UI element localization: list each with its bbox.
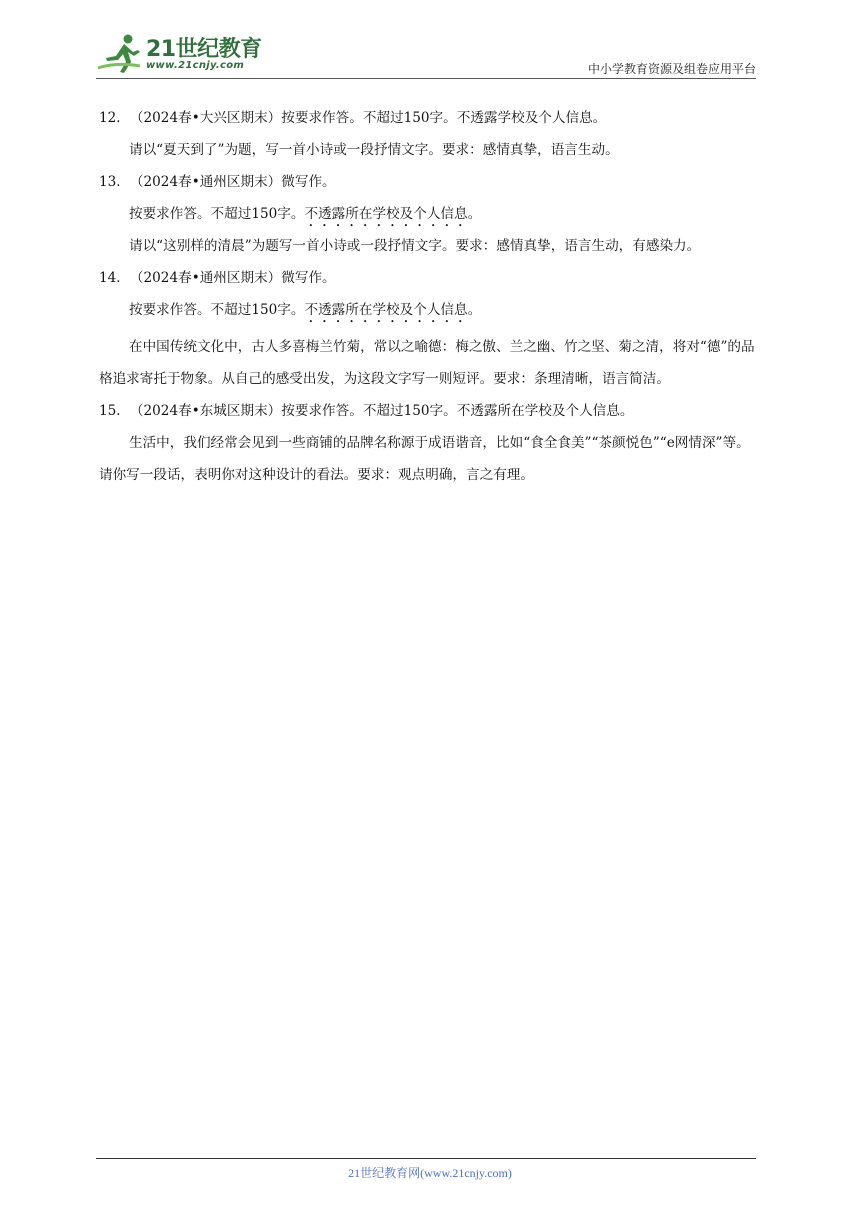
logo-text: 21世纪教育 [146,37,262,62]
question-14-head [99,262,763,294]
question-number: 13． [99,174,130,190]
footer-link[interactable]: 21世纪教育网(www.21cnjy.com) [348,1166,512,1180]
question-12-prompt: 请以“夏天到了”为题，写一首小诗或一段抒情文字。要求：感情真挚，语言生动。 [129,142,619,158]
question-15-head [99,395,763,427]
question-text: （2024春•东城区期末）按要求作答。不超过150字。不透露所在学校及个人信息。 [129,403,634,419]
footer-divider [96,1158,756,1159]
logo-url: www.21cnjy.com [146,60,245,71]
question-13-head [99,166,763,198]
platform-name: 中小学教育资源及组卷应用平台 [587,62,756,76]
question-text: （2024春•大兴区期末）按要求作答。不超过150字。不透露学校及个人信息。 [129,110,607,126]
question-13-prompt: 请以“这别样的清晨”为题写一首小诗或一段抒情文字。要求：感情真挚，语言生动，有感染力。 [129,238,701,254]
page-header [96,30,756,80]
question-number: 12． [99,110,130,126]
question-text: （2024春•通州区期末）微写作。 [129,174,336,190]
question-14-requirement [99,294,763,326]
requirement-prefix: 按要求作答。不超过150字。 [129,206,305,222]
site-logo [96,30,266,78]
question-12-head [99,102,763,134]
question-13-requirement [99,198,763,230]
question-14-passage: 在中国传统文化中，古人多喜梅兰竹菊，常以之喻德：梅之傲、兰之幽、竹之坚、菊之清，将对“德”的品格追求寄托于物象。从自己的感受出发，为这段文字写一则短评。要求：条理清晰，语言简洁。 [99,339,755,387]
requirement-suffix: 。 [467,206,482,222]
question-text: （2024春•通州区期末）微写作。 [129,270,336,286]
requirement-suffix: 。 [467,302,482,318]
runner-logo-icon [96,32,144,76]
header-divider [96,78,756,79]
question-number: 15． [99,403,130,419]
question-number: 14． [99,270,130,286]
requirement-prefix: 按要求作答。不超过150字。 [129,302,305,318]
emphasized-requirement: 不透露所在学校及个人信息 [304,302,468,318]
question-15-passage: 生活中，我们经常会见到一些商铺的品牌名称源于成语谐音，比如“食全食美”“茶颜悦色”“e网情深”等。请你写一段话，表明你对这种设计的看法。要求：观点明确，言之有理。 [99,435,750,483]
document-body [99,102,763,491]
emphasized-requirement: 不透露所在学校及个人信息 [304,206,468,222]
